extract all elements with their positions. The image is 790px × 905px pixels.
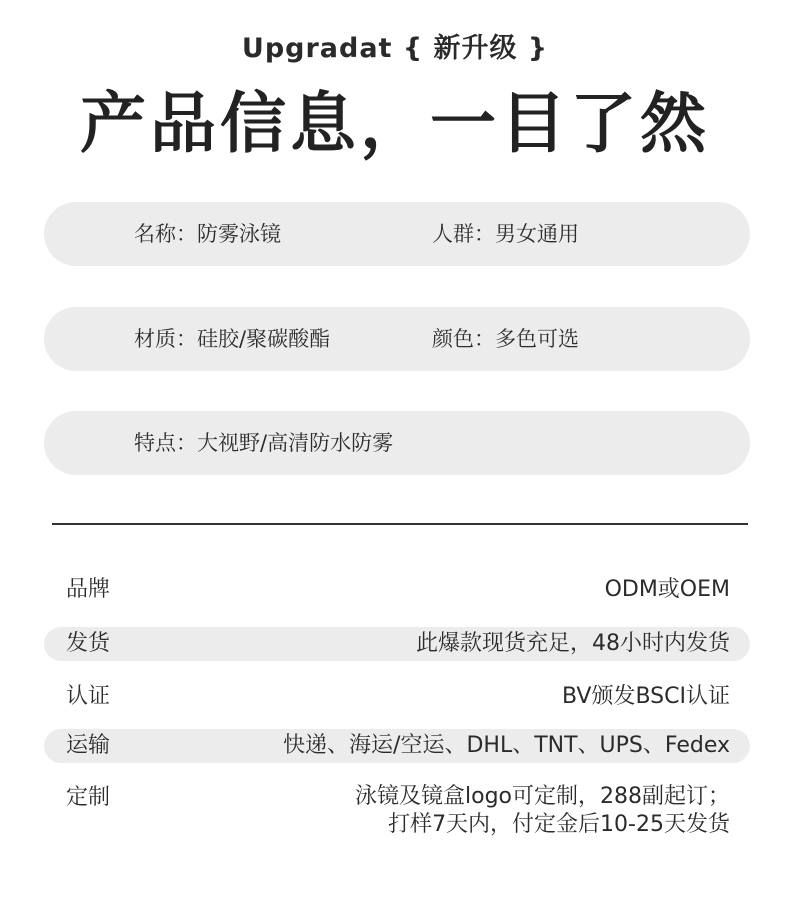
spec-row-customization xyxy=(44,783,750,843)
spec-label: 品牌 xyxy=(66,577,111,602)
spec-value xyxy=(605,573,730,607)
spec-value-line: ODM或OEM xyxy=(604,577,730,602)
spec-value xyxy=(416,627,730,661)
spec-label: 定制 xyxy=(66,785,111,810)
info-color: 颜色：多色可选 xyxy=(432,327,579,351)
spec-row-brand xyxy=(44,573,750,607)
spec-row-shipping xyxy=(44,627,750,661)
spec-value xyxy=(562,680,730,714)
page-subtitle: Upgradat { 新升级 } xyxy=(241,33,549,64)
spec-label: 运输 xyxy=(66,733,111,758)
info-material: 材质：硅胶/聚碳酸酯 xyxy=(134,327,331,351)
spec-label: 认证 xyxy=(66,684,111,709)
info-pill-features xyxy=(44,411,750,475)
spec-value-line: 打样7天内，付定金后10-25天发货 xyxy=(388,812,730,837)
info-pill-name-audience xyxy=(44,202,750,266)
spec-value-line: 此爆款现货充足，48小时内发货 xyxy=(416,631,730,656)
spec-value xyxy=(283,729,730,763)
spec-value-line: 泳镜及镜盒logo可定制，288副起订； xyxy=(355,784,730,809)
info-audience: 人群：男女通用 xyxy=(432,222,579,246)
page-title: 产品信息，一目了然 xyxy=(80,85,710,162)
spec-value xyxy=(355,783,730,839)
section-divider xyxy=(52,523,748,525)
info-name: 名称：防雾泳镜 xyxy=(134,222,281,246)
spec-value-line: BV颁发BSCI认证 xyxy=(562,684,730,709)
spec-row-certification xyxy=(44,680,750,714)
spec-value-line: 快递、海运/空运、DHL、TNT、UPS、Fedex xyxy=(283,733,730,758)
info-features: 特点：大视野/高清防水防雾 xyxy=(134,431,394,455)
spec-row-transport xyxy=(44,729,750,763)
info-pill-material-color xyxy=(44,307,750,371)
spec-label: 发货 xyxy=(66,631,111,656)
